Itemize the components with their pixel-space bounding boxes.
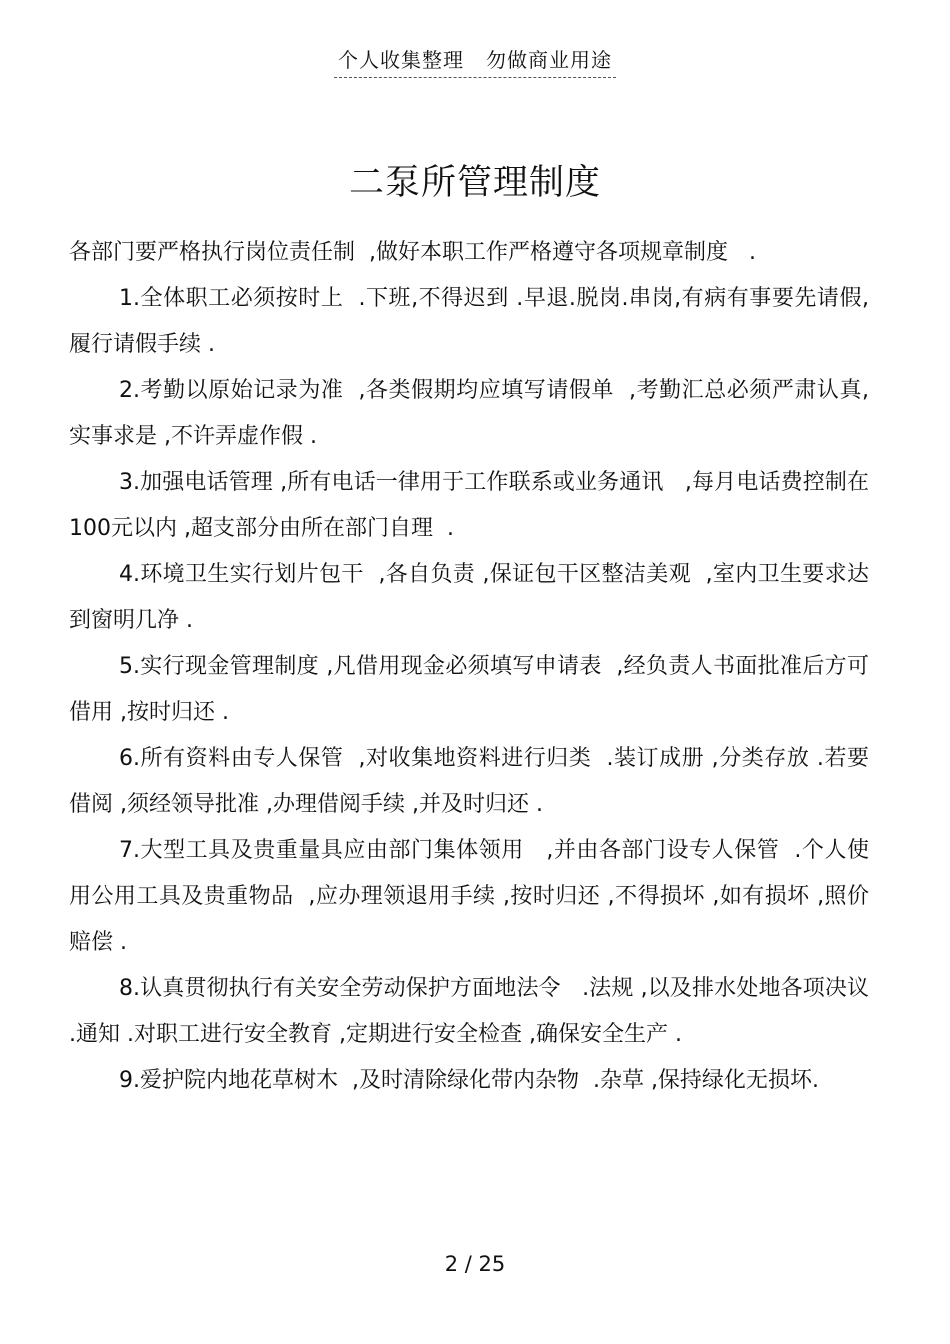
rule-item-8: 8.认真贯彻执行有关安全劳动保护方面地法令 .法规 ,以及排水处地各项决议 .通知 .对职工进行安全教育 ,定期进行安全检查 ,确保安全生产 . [69,976,876,1047]
header-note-text: 个人收集整理 勿做商业用途 [334,44,616,78]
rule-item-4: 4.环境卫生实行划片包干 ,各自负责 ,保证包干区整洁美观 ,室内卫生要求达到窗明几净 . [69,562,869,633]
page-number: 2 / 25 [444,1252,506,1276]
document-title: 二泵所管理制度 [348,163,601,204]
rule-item-2: 2.考勤以原始记录为准 ,各类假期均应填写请假单 ,考勤汇总必须严肃认真,实事求是 ,不许弄虚作假 . [69,378,869,449]
header-note [0,44,950,78]
rule-item-3: 3.加强电话管理 ,所有电话一律用于工作联系或业务通讯 ,每月电话费控制在 100元以内 ,超支部分由所在部门自理 . [69,470,876,541]
rule-item-1: 1.全体职工必须按时上 .下班,不得迟到 .早退.脱岗.串岗,有病有事要先请假,履行请假手续 . [69,286,869,357]
intro-paragraph: 各部门要严格执行岗位责任制 ,做好本职工作严格遵守各项规章制度 . [69,240,756,265]
document-body [69,230,876,1104]
rule-item-5: 5.实行现金管理制度 ,凡借用现金必须填写申请表 ,经负责人书面批准后方可借用 ,按时归还 . [69,654,869,725]
rule-item-6: 6.所有资料由专人保管 ,对收集地资料进行归类 .装订成册 ,分类存放 .若要借阅 ,须经领导批准 ,办理借阅手续 ,并及时归还 . [69,746,869,817]
rule-item-7: 7.大型工具及贵重量具应由部门集体领用 ,并由各部门设专人保管 .个人使用公用工具及贵重物品 ,应办理领退用手续 ,按时归还 ,不得损坏 ,如有损坏 ,照价赔偿 . [69,838,869,955]
rule-item-9: 9.爱护院内地花草树木 ,及时清除绿化带内杂物 .杂草 ,保持绿化无损坏. [119,1068,819,1093]
